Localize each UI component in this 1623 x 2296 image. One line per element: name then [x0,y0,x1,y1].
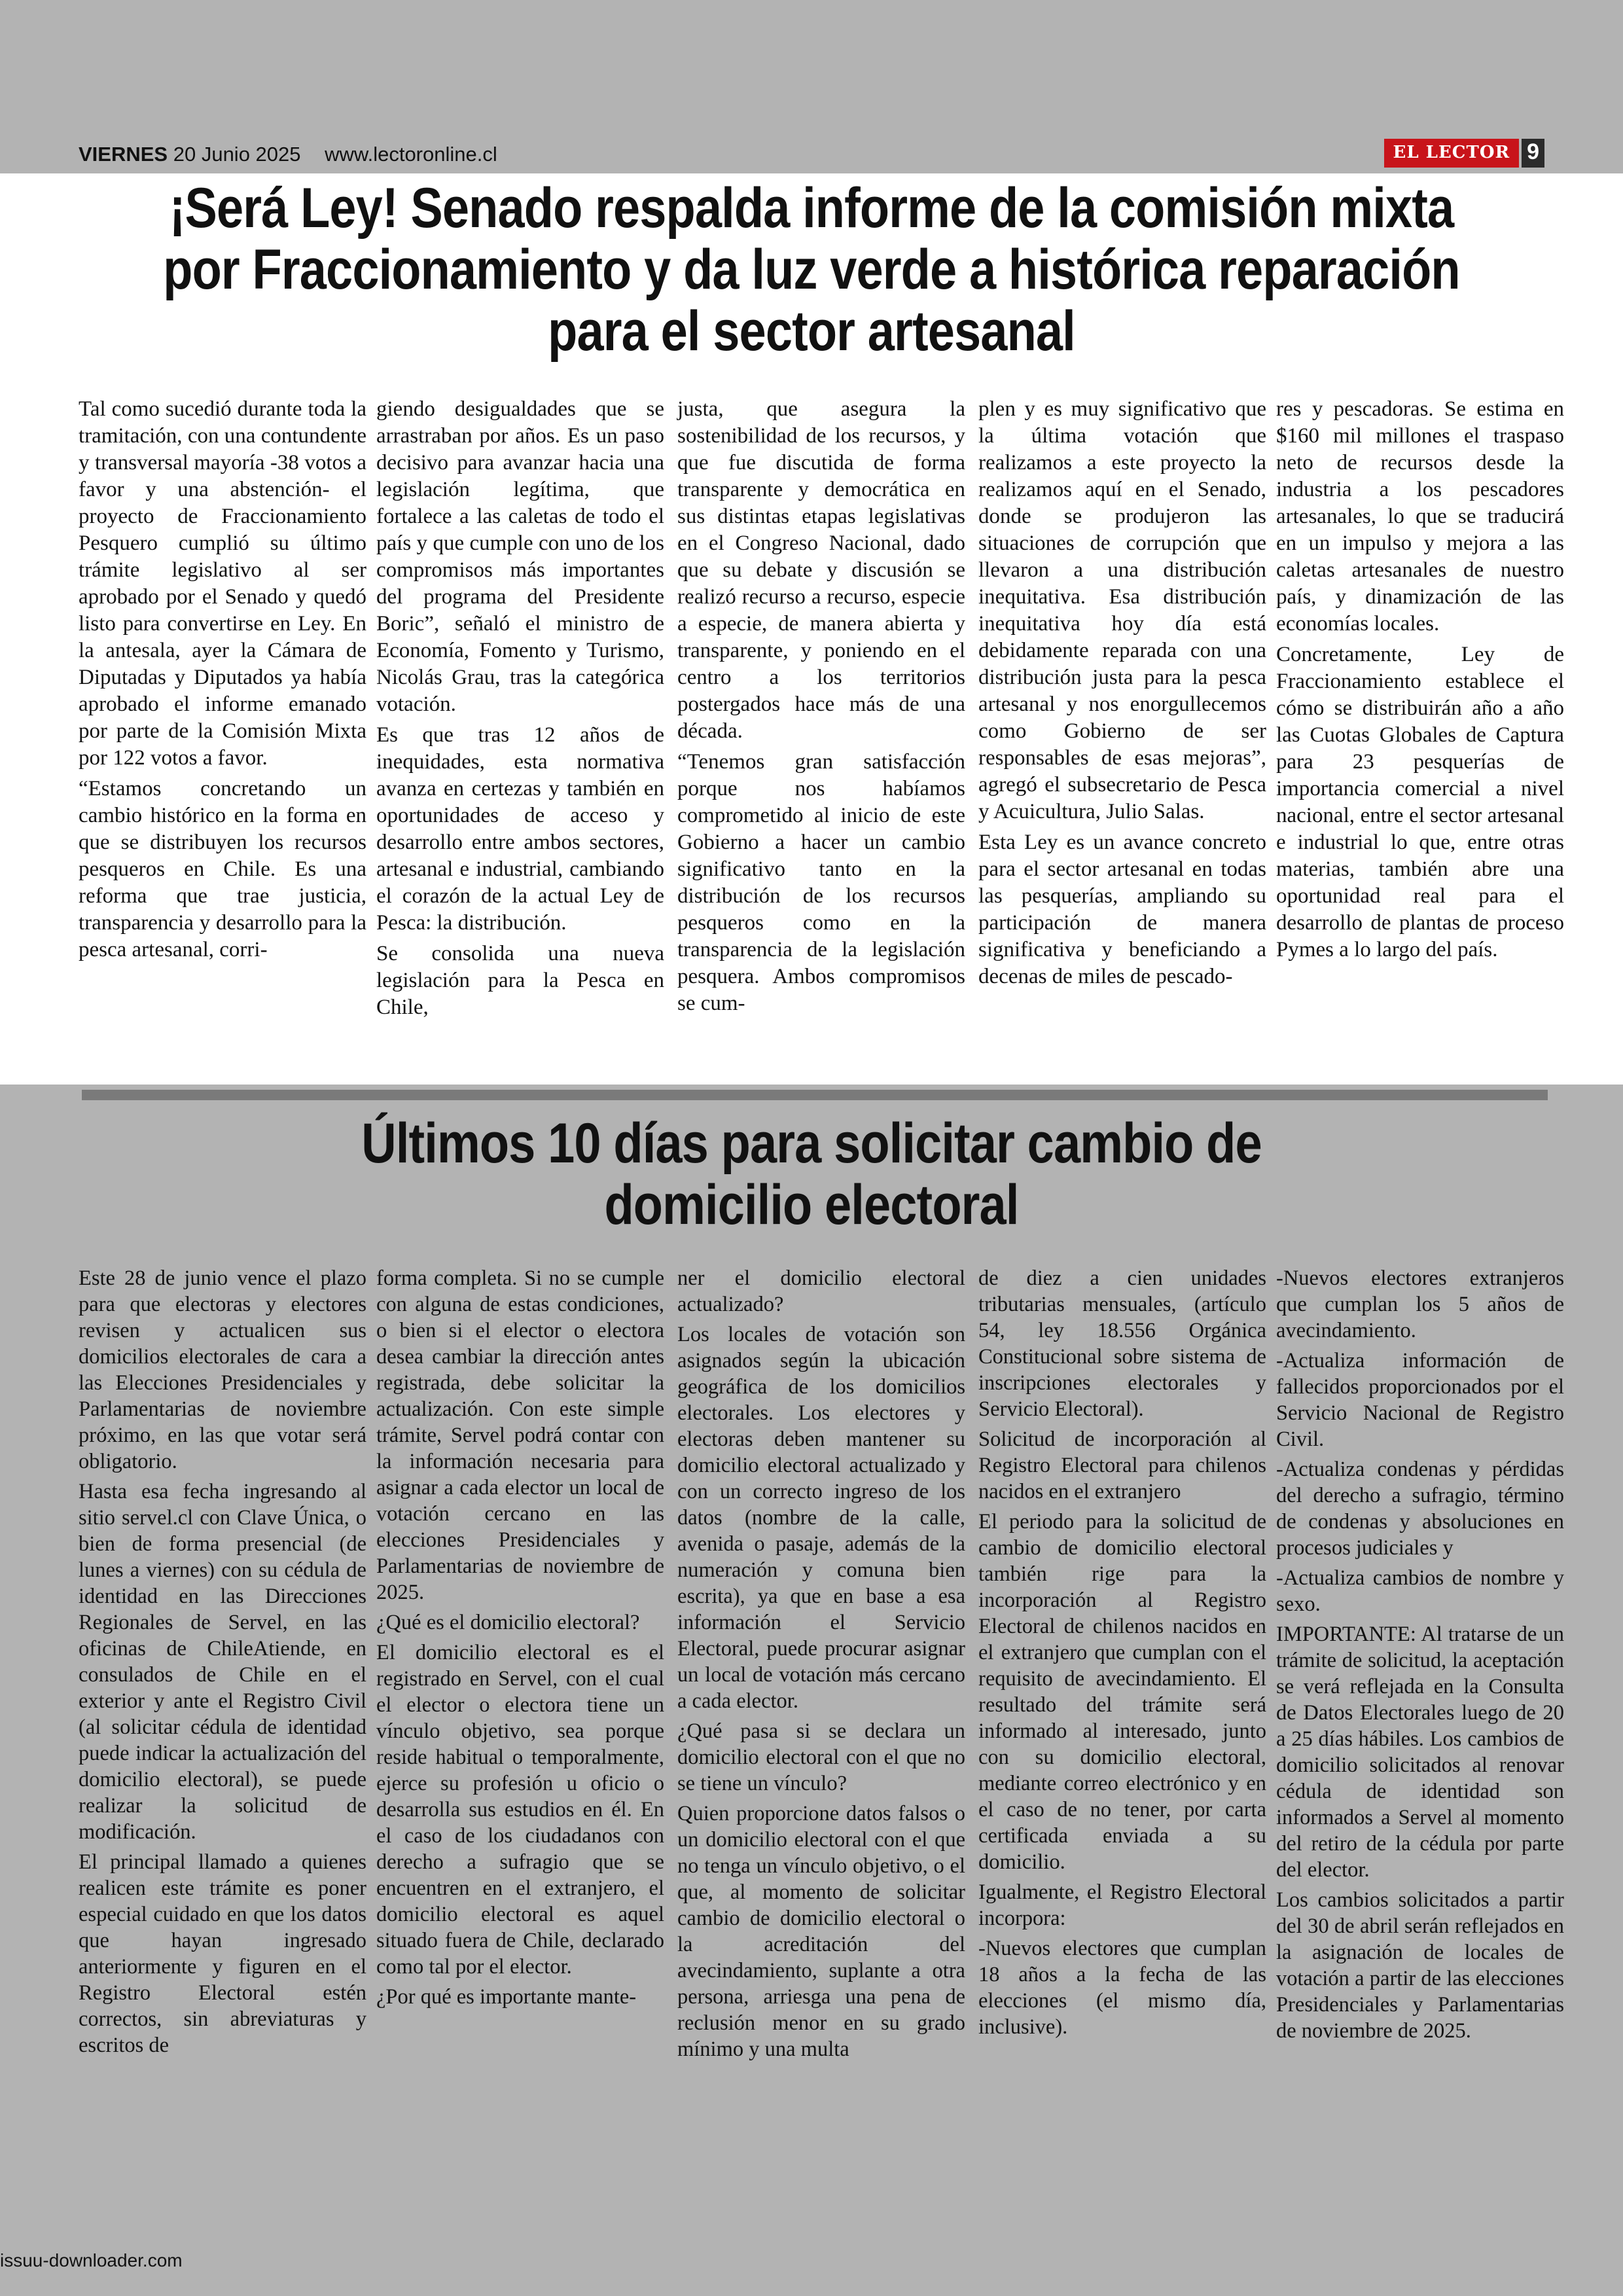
article1-column-5 [1276,396,1564,967]
article2-column-4 [978,1265,1266,2044]
page-number: 9 [1522,139,1544,168]
article2-body [79,1265,1564,2208]
headline-line: domicilio electoral [604,1174,1019,1236]
headline-line: ¡Será Ley! Senado respalda informe de la comisión mixta [169,177,1454,240]
paragraph: -Nuevos electores que cumplan 18 años a la fecha de las elecciones (el mismo día, inclusive). [978,1937,1266,2039]
article1-column-2 [376,396,664,1025]
paragraph: Los locales de votación son asignados según la ubicación geográfica de los domicilios electorales. Los electores y electoras deben mantener su domicilio electoral actualizado y con un correcto ingreso de los datos (nombre de la calle, avenida o pasaje, además de la numeración y comuna bien escrita), ya que en base a esa información el Servicio Electoral, puede procurar asignar un local de votación más cercano a cada elector. [677,1323,965,1713]
paragraph: “Estamos concretando un cambio histórico en la forma en que se distribuyen los recursos pesqueros en Chile. Es una reforma que trae justicia, transparencia y desarrollo para la pesca artesanal, corri- [79,777,366,961]
website-url: www.lectoronline.cl [325,143,497,166]
article2-headline [192,1113,1431,1236]
paragraph: Tal como sucedió durante toda la tramitación, con una contundente y transversal mayoría -38 votos a favor y una abstención- el proyecto de Fraccionamiento Pesquero cumplió su último trámite legislativo al ser aprobado por el Senado y quedó listo para convertirse en Ley. En la antesala, ayer la Cámara de Diputadas y Diputados ya había aprobado el informe emanado por parte de la Comisión Mixta por 122 votos a favor. [79,397,366,770]
issue-day: VIERNES [79,143,168,166]
paragraph: -Nuevos electores extranjeros que cumplan los 5 años de avecindamiento. [1276,1266,1564,1342]
paragraph: El periodo para la solicitud de cambio de domicilio electoral también rige para la incorporación al Registro Electoral de chilenos nacidos en el extranjero que cumplan con el requisito de avecindamiento. El resultado del trámite será informado al interesado, junto con su domicilio electoral, mediante correo electrónico y en el caso de no tener, por carta certificada enviada a su domicilio. [978,1510,1266,1874]
article1-column-1 [79,396,366,967]
paragraph: El principal llamado a quienes realicen este trámite es poner especial cuidado en que los datos que hayan ingresado anteriormente y figuren en el Registro Electoral estén correctos, sin abreviaturas y escritos de [79,1850,366,2057]
paragraph: Esta Ley es un avance concreto para el sector artesanal en todas las pesquerías, ampliando su participación de manera significativa y beneficiando a decenas de miles de pescado- [978,831,1266,988]
newspaper-logo [1384,139,1544,168]
paragraph: Quien proporcione datos falsos o un domicilio electoral con el que no tenga un vínculo objetivo, o el que, al momento de solicitar cambio de domicilio electoral o la acreditación del avecindamiento, suplante a otra persona, arriesga una pena de reclusión menor en su grado mínimo y una multa [677,1802,965,2061]
issue-date-line [79,143,497,166]
paragraph: Solicitud de incorporación al Registro Electoral para chilenos nacidos en el extranjero [978,1427,1266,1503]
paragraph: ner el domicilio electoral actualizado? [677,1266,965,1316]
watermark-text: issuu-downloader.com [0,2250,183,2270]
paragraph: “Tenemos gran satisfacción porque nos habíamos comprometido al inicio de este Gobierno a hacer un cambio significativo tanto en la distribución de los recursos pesqueros como en la transparencia de la legislación pesquera. Ambos compromisos se cum- [677,750,965,1015]
paragraph: forma completa. Si no se cumple con alguna de estas condiciones, o bien si el elector o electora desea cambiar la dirección antes registrada, debe solicitar la actualización. Con este simple trámite, Servel podrá contar con la información necesaria para asignar a cada elector un local de votación cercano en las elecciones Presidenciales y Parlamentarias de noviembre de 2025. [376,1266,664,1604]
article1-column-4 [978,396,1266,994]
paragraph: Hasta esa fecha ingresando al sitio servel.cl con Clave Única, o bien de forma presencial (de lunes a viernes) con su cédula de identidad en las Direcciones Regionales de Servel, en las oficinas de ChileAtiende, en consulados de Chile en el exterior y ante el Registro Civil (al solicitar cédula de identidad puede indicar la actualización del domicilio electoral), se puede realizar la solicitud de modificación. [79,1480,366,1844]
article2-column-3 [677,1265,965,2066]
paragraph: -Actualiza condenas y pérdidas del derecho a sufragio, término de condenas y absoluciones en procesos judiciales y [1276,1458,1564,1560]
paragraph: giendo desigualdades que se arrastraban por años. Es un paso decisivo para avanzar hacia una legislación legítima, que fortalece a las caletas de todo el país y que cumple con uno de los compromisos más importantes del programa del Presidente Boric”, señaló el ministro de Economía, Fomento y Turismo, Nicolás Grau, tras la categórica votación. [376,397,664,716]
paragraph: Es que tras 12 años de inequidades, esta normativa avanza en certezas y también en oportunidades de acceso y desarrollo entre ambos sectores, artesanal e industrial, cambiando el corazón de la actual Ley de Pesca: la distribución. [376,723,664,935]
paragraph: plen y es muy significativo que la última votación que realizamos a este proyecto la realizamos aquí en el Senado, donde se produjeron las situaciones de corrupción que llevaron a una distribución inequitativa. Esa distribución inequitativa hoy día está debidamente reparada con una distribución justa para la pesca artesanal y nos enorgullecemos como Gobierno de ser responsables de esas mejoras”, agregó el subsecretario de Pesca y Acuicultura, Julio Salas. [978,397,1266,823]
paragraph: IMPORTANTE: Al tratarse de un trámite de solicitud, la aceptación se verá reflejada en la Consulta de Datos Electorales luego de 20 a 25 días hábiles. Los cambios de domicilio solicitados al renovar cédula de identidad son informados a Servel al momento del retiro de la cédula por parte del elector. [1276,1623,1564,1882]
section-divider [82,1090,1548,1100]
paragraph: Los cambios solicitados a partir del 30 de abril serán reflejados en la asignación de locales de votación a partir de las elecciones Presidenciales y Parlamentarias de noviembre de 2025. [1276,1888,1564,2043]
paragraph: Este 28 de junio vence el plazo para que electoras y electores revisen y actualicen sus domicilios electorales de cara a las Elecciones Presidenciales y Parlamentarias de noviembre próximo, en las que votar será obligatorio. [79,1266,366,1473]
paragraph: ¿Qué pasa si se declara un domicilio electoral con el que no se tiene un vínculo? [677,1719,965,1795]
headline-line: Últimos 10 días para solicitar cambio de [361,1112,1262,1175]
paragraph: Igualmente, el Registro Electoral incorpora: [978,1880,1266,1930]
paragraph: de diez a cien unidades tributarias mensuales, (artículo 54, ley 18.556 Orgánica Constitucional sobre sistema de inscripciones electorales y Servicio Electoral). [978,1266,1266,1421]
article2-column-1 [79,1265,366,2062]
page-header [79,139,1544,171]
paragraph: El domicilio electoral es el registrado en Servel, con el cual el elector o electora tiene un vínculo objetivo, sea porque reside habitual o temporalmente, ejerce su profesión u oficio o desarrolla sus estudios en él. En el caso de los ciudadanos con derecho a sufragio que se encuentren en el extranjero, el domicilio electoral es aquel situado fuera de Chile, declarado como tal por el elector. [376,1641,664,1979]
paragraph: -Actualiza cambios de nombre y sexo. [1276,1566,1564,1616]
headline-line: por Fraccionamiento y da luz verde a histórica reparación [163,238,1460,301]
headline-line: para el sector artesanal [548,300,1075,363]
paragraph: Concretamente, Ley de Fraccionamiento establece el cómo se distribuirán año a año las Cuotas Globales de Captura para 23 pesquerías de importancia comercial a nivel nacional, entre el sector artesanal e industrial lo que, entre otras materias, también abre una oportunidad real para el desarrollo de plantas de proceso Pymes a lo largo del país. [1276,643,1564,961]
paragraph: Se consolida una nueva legislación para la Pesca en Chile, [376,942,664,1019]
article1-headline [125,177,1498,362]
issue-date: 20 Junio 2025 [173,143,301,166]
paragraph: -Actualiza información de fallecidos proporcionados por el Servicio Nacional de Registro Civil. [1276,1349,1564,1451]
logo-text: EL LECTOR [1384,139,1520,168]
article2-column-5 [1276,1265,1564,2048]
paragraph: res y pescadoras. Se estima en $160 mil millones el traspaso neto de recursos desde la industria a los pescadores artesanales, lo que se traducirá en un impulso y mejora a las caletas artesanales de nuestro país, y dinamización de las economías locales. [1276,397,1564,636]
paragraph: ¿Qué es el domicilio electoral? [376,1611,640,1634]
article1-column-3 [677,396,965,1021]
article1-body [79,396,1564,1077]
article2-column-2 [376,1265,664,2014]
article-fraccionamiento [0,173,1623,1085]
paragraph: ¿Por qué es importante mante- [376,1985,637,2009]
paragraph: justa, que asegura la sostenibilidad de los recursos, y que fue discutida de forma transparente y democrática en sus distintas etapas legislativas en el Congreso Nacional, dado que su debate y discusión se realizó recurso a recurso, especie a especie, de manera abierta y transparente, y poniendo en el centro a los territorios postergados hace más de una década. [677,397,965,743]
